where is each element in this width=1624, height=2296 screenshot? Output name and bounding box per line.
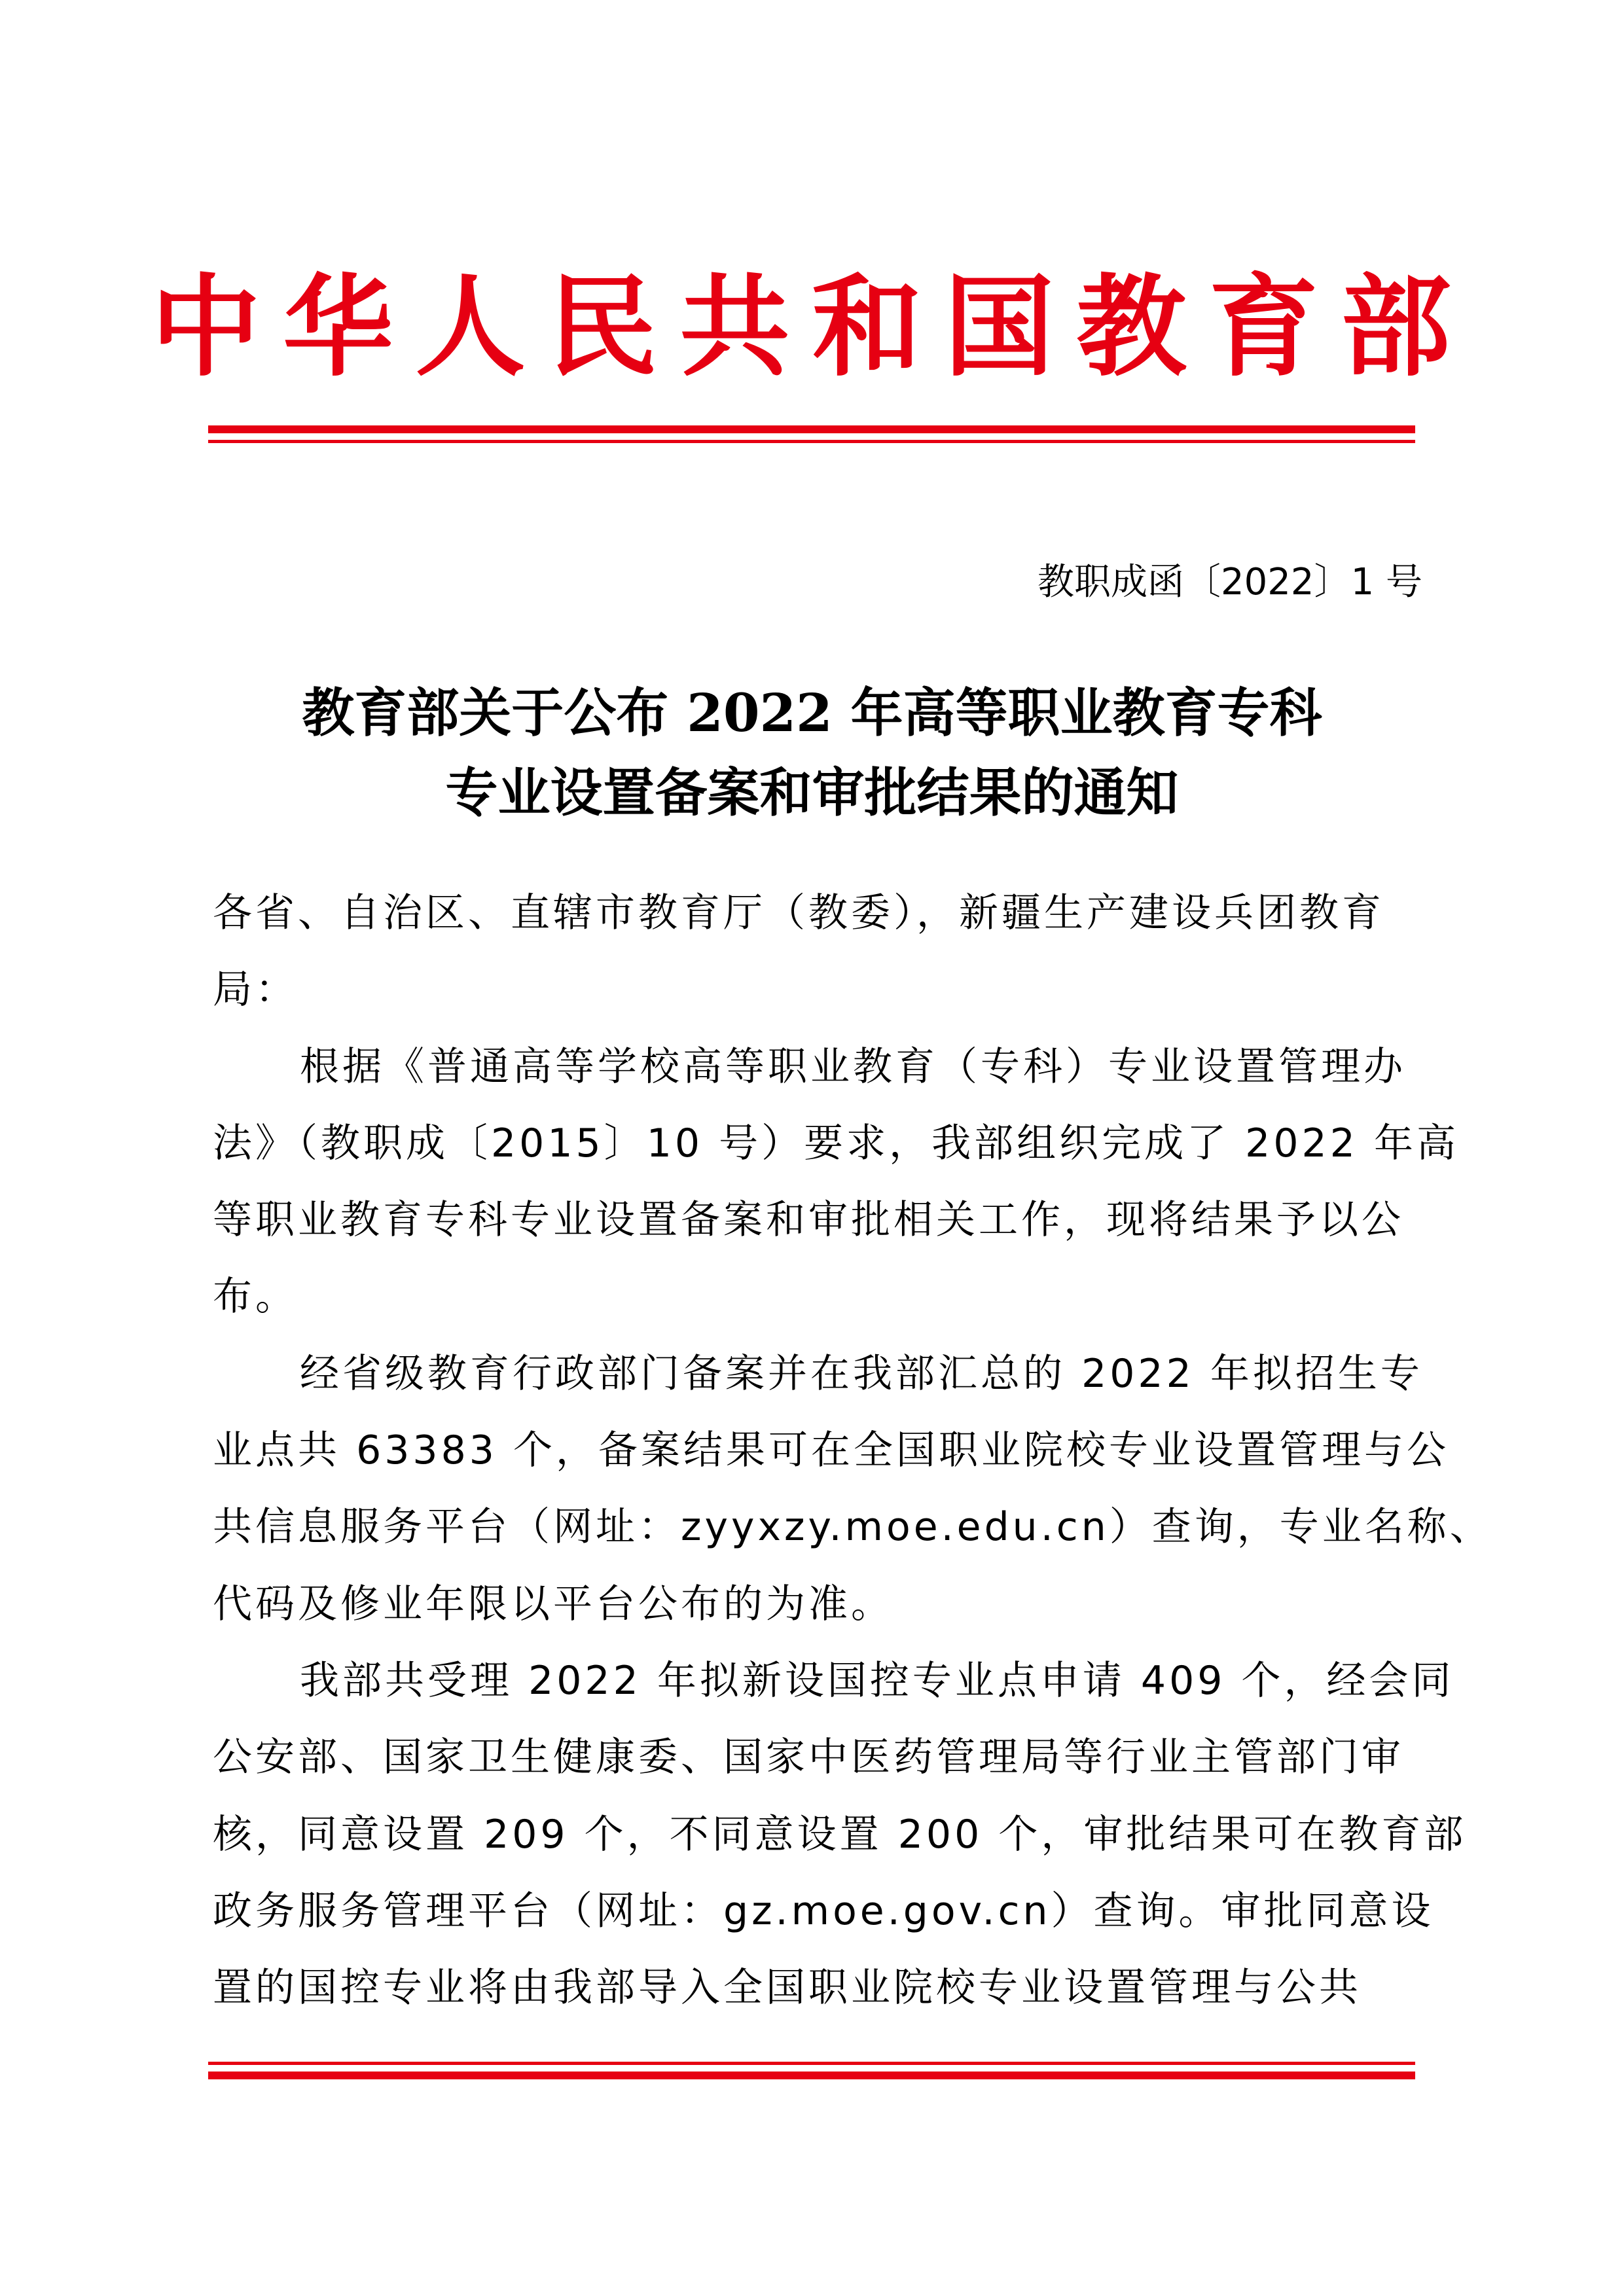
footer-rule-thick — [208, 2072, 1415, 2079]
paragraph-1-line: 布。 — [213, 1274, 298, 1320]
footer-rule-thin — [208, 2062, 1415, 2065]
paragraph-3-line: 公安部、国家卫生健康委、国家中医药管理局等行业主管部门审 — [213, 1734, 1404, 1781]
paragraph-3-line: 核，同意设置 209 个，不同意设置 200 个，审批结果可在教育部 — [213, 1811, 1467, 1857]
header-rule-thick — [208, 425, 1415, 433]
title-line-1: 教育部关于公布 2022 年高等职业教育专科 — [302, 682, 1322, 744]
document-title — [0, 673, 1624, 833]
paragraph-1-line: 等职业教育专科专业设置备案和审批相关工作，现将结果予以公 — [213, 1197, 1404, 1244]
paragraph-1-line: 根据《普通高等学校高等职业教育（专科）专业设置管理办 — [300, 1043, 1406, 1090]
paragraph-2-line: 业点共 63383 个，备案结果可在全国职业院校专业设置管理与公 — [213, 1427, 1450, 1474]
paragraph-3-line: 我部共受理 2022 年拟新设国控专业点申请 409 个，经会同 — [300, 1657, 1454, 1704]
paragraph-1-line: 法》（教职成〔2015〕10 号）要求，我部组织完成了 2022 年高 — [213, 1120, 1459, 1166]
document-number: 教职成函〔2022〕1 号 — [1038, 561, 1422, 603]
header-rule-thin — [208, 440, 1415, 443]
paragraph-2-line: 经省级教育行政部门备案并在我部汇总的 2022 年拟招生专 — [300, 1350, 1423, 1397]
masthead-title: 中华人民共和国教育部 — [151, 263, 1473, 391]
title-line-2: 专业设置备案和审批结果的通知 — [445, 762, 1179, 823]
salutation-line: 各省、自治区、直辖市教育厅（教委），新疆生产建设兵团教育 — [213, 890, 1384, 936]
paragraph-2-line: 共信息服务平台（网址：zyyxzy.moe.edu.cn）查询，专业名称、 — [213, 1504, 1492, 1551]
paragraph-3-line: 置的国控专业将由我部导入全国职业院校专业设置管理与公共 — [213, 1965, 1362, 2011]
paragraph-2-line: 代码及修业年限以平台公布的为准。 — [213, 1581, 893, 1627]
salutation-line: 局： — [213, 967, 298, 1013]
document-body — [213, 875, 1492, 2026]
paragraph-3-line: 政务服务管理平台（网址：gz.moe.gov.cn）查询。审批同意设 — [213, 1888, 1434, 1934]
